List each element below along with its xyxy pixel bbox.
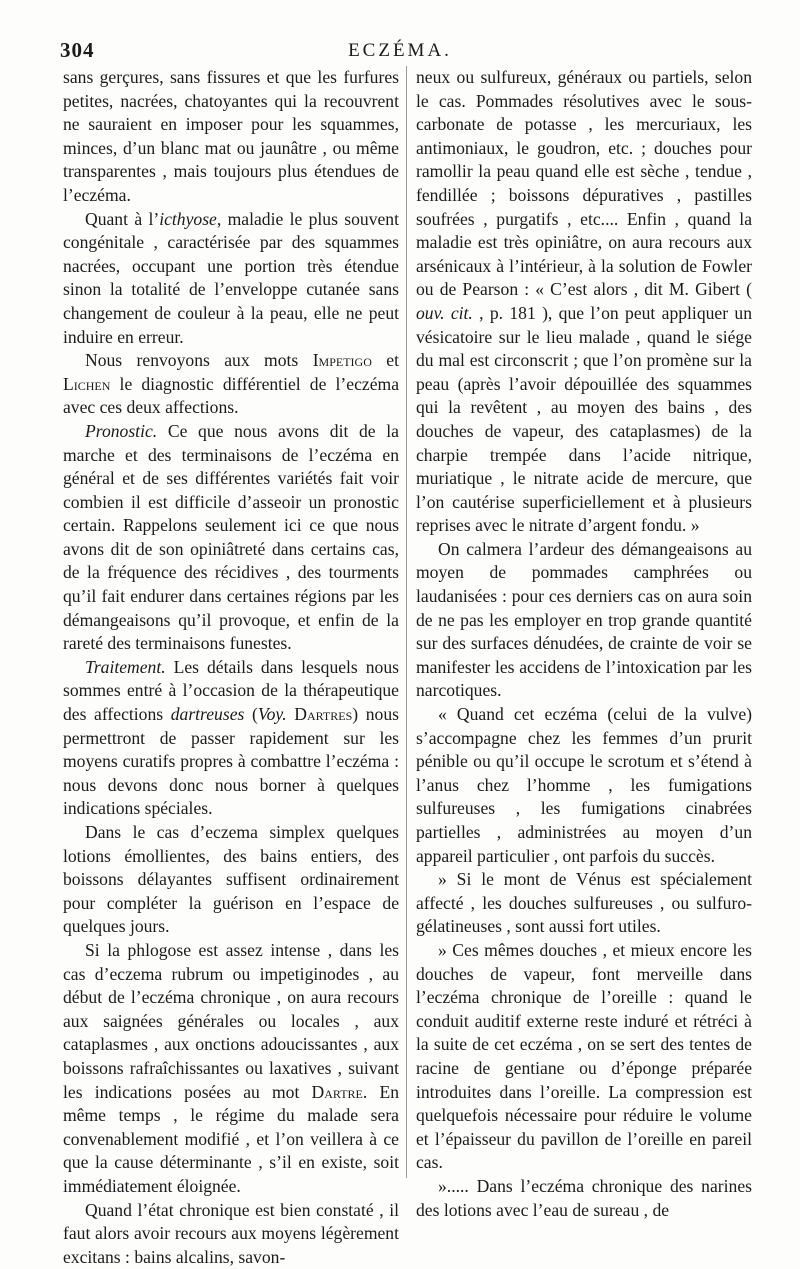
paragraph: Nous renvoyons aux mots Impetigo et Lichen le diagnostic différentiel de l’eczéma avec ces deux affections. — [63, 349, 399, 420]
paragraph: « Quand cet eczéma (celui de la vulve) s’accompagne chez les femmes d’un prurit pénible ou qu’il occupe le scrotum et s’étend à l’anus chez l’homme , les fumigations sulfureuses , les fumigations cinabrées partielles , administrées au moyen d’un appareil particulier , ont parfois du succès. — [416, 703, 752, 868]
paragraph: Dans le cas d’eczema simplex quelques lotions émollientes, des bains entiers, des boissons délayantes suffisent ordinairement pour compléter la guérison en l’espace de quelques jours. — [63, 821, 399, 939]
paragraph: Quand l’état chronique est bien constaté , il faut alors avoir recours aux moyens légèrement excitans : bains alcalins, savon- — [63, 1199, 399, 1269]
paragraph: Quant à l’icthyose, maladie le plus souvent congénitale , caractérisée par des squammes nacrées, occupant une portion très étendue sinon la totalité de l’enveloppe cutanée sans changement de couleur à la peau, elle ne peut induire en erreur. — [63, 208, 399, 350]
paragraph: » Si le mont de Vénus est spécialement affecté , les douches sulfureuses , ou sulfuro-gélatineuses , sont aussi fort utiles. — [416, 868, 752, 939]
paragraph: On calmera l’ardeur des démangeaisons au moyen de pommades camphrées ou laudanisées : pour ces derniers cas on aura soin de ne pas les employer en trop grande quantité sur des surfaces dénudées, de crainte de voir se manifester les accidens de l’intoxication par les narcotiques. — [416, 538, 752, 703]
page-number: 304 — [60, 38, 95, 63]
running-title: ECZÉMA. — [60, 40, 740, 62]
column-divider — [406, 66, 407, 1178]
paragraph: sans gerçures, sans fissures et que les furfures petites, nacrées, chatoyantes qui la recouvrent ne sauraient en imposer pour les squammes, minces, d’un blanc mat ou jaunâtre , ou même transparentes , mais toujours plus étendues de l’eczéma. — [63, 66, 399, 208]
paragraph: Si la phlogose est assez intense , dans les cas d’eczema rubrum ou impetiginodes , au début de l’eczéma chronique , on aura recours aux saignées générales ou locales , aux cataplasmes , aux onctions adoucissantes , aux boissons rafraîchissantes ou laxatives , suivant les indications posées au mot Dartre. En même temps , le régime du malade sera convenablement modifié , et l’on veillera à ce que la cause déterminante , s’il en existe, soit immédiatement éloignée. — [63, 939, 399, 1199]
paragraph: Traitement. Les détails dans lesquels nous sommes entré à l’occasion de la thérapeutique des affections dartreuses (Voy. Dartres) nous permettront de passer rapidement sur les moyens curatifs propres à combattre l’eczéma : nous devons donc nous borner à quelques indications spéciales. — [63, 656, 399, 821]
paragraph: » Ces mêmes douches , et mieux encore les douches de vapeur, font merveille dans l’eczéma chronique de l’oreille : quand le conduit auditif externe reste induré et rétréci à la suite de cet eczéma , on se sert des tentes de racine de gentiane ou d’éponge préparée introduites dans l’oreille. La compression est quelquefois nécessaire pour réduire le volume et l’épaisseur du pavillon de l’oreille en pareil cas. — [416, 939, 752, 1175]
paragraph: »..... Dans l’eczéma chronique des narines des lotions avec l’eau de sureau , de — [416, 1175, 752, 1222]
right-column — [416, 66, 752, 1222]
paragraph: Pronostic. Ce que nous avons dit de la marche et des terminaisons de l’eczéma en général et de ses différentes variétés fait voir combien il est difficile d’asseoir un pronostic certain. Rappelons seulement ici ce que nous avons dit de son opiniâtreté dans certains cas, de la fréquence des récidives , des tourments qu’il fait endurer dans certaines régions par les démangeaisons qu’il provoque, et enfin de la rareté des terminaisons funestes. — [63, 420, 399, 656]
left-column — [63, 66, 399, 1269]
paragraph: neux ou sulfureux, généraux ou partiels, selon le cas. Pommades résolutives avec le sous-carbonate de potasse , les mercuriaux, les antimoniaux, le goudron, etc. ; douches pour ramollir la peau quand elle est sèche , tendue , fendillée ; boissons dépuratives , pastilles soufrées , purgatifs , etc.... Enfin , quand la maladie est très opiniâtre, on aura recours aux arsénicaux à l’intérieur, à la solution de Fowler ou de Pearson : « C’est alors , dit M. Gibert ( ouv. cit. , p. 181 ), que l’on peut appliquer un vésicatoire sur le lieu malade , quand le siége du mal est circonscrit ; que l’on promène sur la peau (après l’avoir dépouillée des squammes qui la revêtent , au moyen des bains , des douches de vapeur, des cataplasmes) de la charpie trempée dans l’acide nitrique, muriatique , le nitrate acide de mercure, que l’on cautérise superficiellement et à plusieurs reprises avec le nitrate d’argent fondu. » — [416, 66, 752, 538]
page-header — [60, 38, 740, 68]
